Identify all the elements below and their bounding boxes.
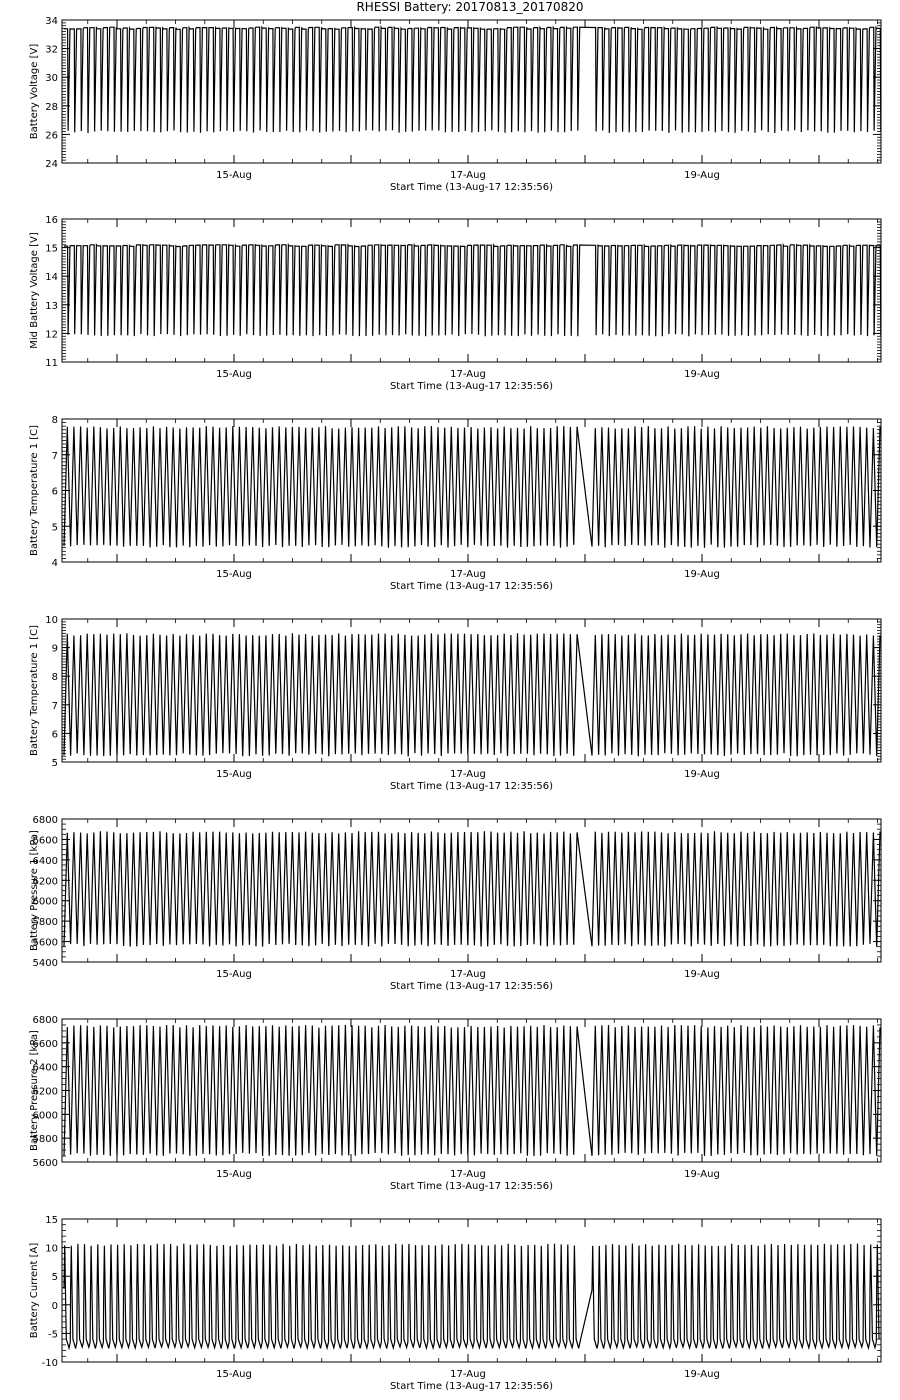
x-tick-label: 17-Aug [450,369,486,380]
x-axis-label: Start Time (13-Aug-17 12:35:56) [389,981,554,992]
y-tick-label: 5 [51,758,58,769]
x-tick-label: 19-Aug [684,569,720,580]
y-tick-label: 16 [45,215,58,226]
y-tick-label: 6800 [32,1015,58,1026]
data-series-line [64,245,881,336]
y-tick-label: 28 [45,101,58,113]
y-tick-label: 7 [51,450,58,462]
data-series-line [64,831,880,946]
y-tick-label: 11 [45,358,58,369]
data-series-line [64,27,881,133]
x-axis-label: Start Time (13-Aug-17 12:35:56) [389,182,554,193]
x-axis-label: Start Time (13-Aug-17 12:35:56) [389,581,554,592]
y-tick-label: 9 [51,643,58,655]
y-tick-label: 0 [51,1300,58,1312]
y-tick-label: 6600 [32,1038,58,1050]
y-tick-label: 5600 [32,937,58,949]
y-tick-label: 26 [45,130,58,142]
y-tick-label: 15 [45,1215,58,1226]
y-tick-label: 8 [51,415,58,426]
x-tick-label: 15-Aug [216,170,252,181]
x-tick-label: 15-Aug [216,769,252,780]
data-series-line [64,633,880,756]
y-tick-label: 6000 [32,1110,58,1122]
y-tick-label: 6600 [32,835,58,847]
x-axis-label: Start Time (13-Aug-17 12:35:56) [389,781,554,792]
y-tick-label: 6400 [32,1062,58,1074]
y-tick-label: 5 [51,522,58,534]
y-tick-label: 5600 [32,1158,58,1169]
x-tick-label: 15-Aug [216,569,252,580]
y-tick-label: 24 [45,159,58,170]
x-tick-label: 19-Aug [684,170,720,181]
y-tick-label: 6 [51,486,58,498]
y-axis-label: Mid Battery Voltage [V] [29,232,40,349]
y-tick-label: -10 [41,1358,58,1369]
y-tick-label: 6200 [32,1086,58,1098]
x-axis-label: Start Time (13-Aug-17 12:35:56) [389,1381,554,1392]
y-tick-label: 32 [45,44,58,56]
data-series-line [64,426,880,548]
y-tick-label: 13 [45,300,58,312]
x-tick-label: 15-Aug [216,369,252,380]
y-tick-label: 30 [45,73,58,85]
x-tick-label: 19-Aug [684,969,720,980]
y-axis-label: Battery Voltage [V] [29,43,40,140]
y-tick-label: 4 [51,558,58,569]
y-tick-label: -5 [48,1329,58,1341]
x-tick-label: 19-Aug [684,369,720,380]
x-tick-label: 19-Aug [684,1369,720,1380]
y-tick-label: 5800 [32,1134,58,1146]
y-axis-label: Battery Pressure 2 [kPa] [29,1030,40,1151]
y-tick-label: 10 [45,1243,58,1255]
x-tick-label: 17-Aug [450,769,486,780]
x-tick-label: 17-Aug [450,170,486,181]
data-series-line [64,1244,879,1349]
x-tick-label: 17-Aug [450,569,486,580]
y-tick-label: 10 [45,615,58,626]
x-tick-label: 17-Aug [450,1369,486,1380]
y-tick-label: 14 [45,272,58,284]
y-axis-label: Battery Pressure 1 [kPa] [29,830,40,951]
y-tick-label: 6000 [32,896,58,908]
x-tick-label: 15-Aug [216,1169,252,1180]
page-title: RHESSI Battery: 20170813_20170820 [356,0,584,14]
y-axis-label: Battery Current [A] [29,1242,40,1339]
y-tick-label: 15 [45,243,58,255]
x-tick-label: 17-Aug [450,969,486,980]
y-tick-label: 8 [51,672,58,684]
y-tick-label: 5800 [32,917,58,929]
y-axis-label: Battery Temperature 1 [C] [29,424,40,557]
y-tick-label: 5400 [32,958,58,969]
x-axis-label: Start Time (13-Aug-17 12:35:56) [389,1181,554,1192]
y-tick-label: 34 [45,16,58,27]
y-tick-label: 6200 [32,876,58,888]
x-tick-label: 19-Aug [684,769,720,780]
y-axis-label: Battery Temperature 1 [C] [29,624,40,757]
y-tick-label: 5 [51,1272,58,1284]
y-tick-label: 6800 [32,815,58,826]
y-tick-label: 6400 [32,855,58,867]
y-tick-label: 7 [51,700,58,712]
x-tick-label: 15-Aug [216,1369,252,1380]
y-tick-label: 12 [45,329,58,341]
x-tick-label: 19-Aug [684,1169,720,1180]
x-axis-label: Start Time (13-Aug-17 12:35:56) [389,381,554,392]
x-tick-label: 17-Aug [450,1169,486,1180]
x-tick-label: 15-Aug [216,969,252,980]
y-tick-label: 6 [51,729,58,741]
data-series-line [64,1025,880,1156]
